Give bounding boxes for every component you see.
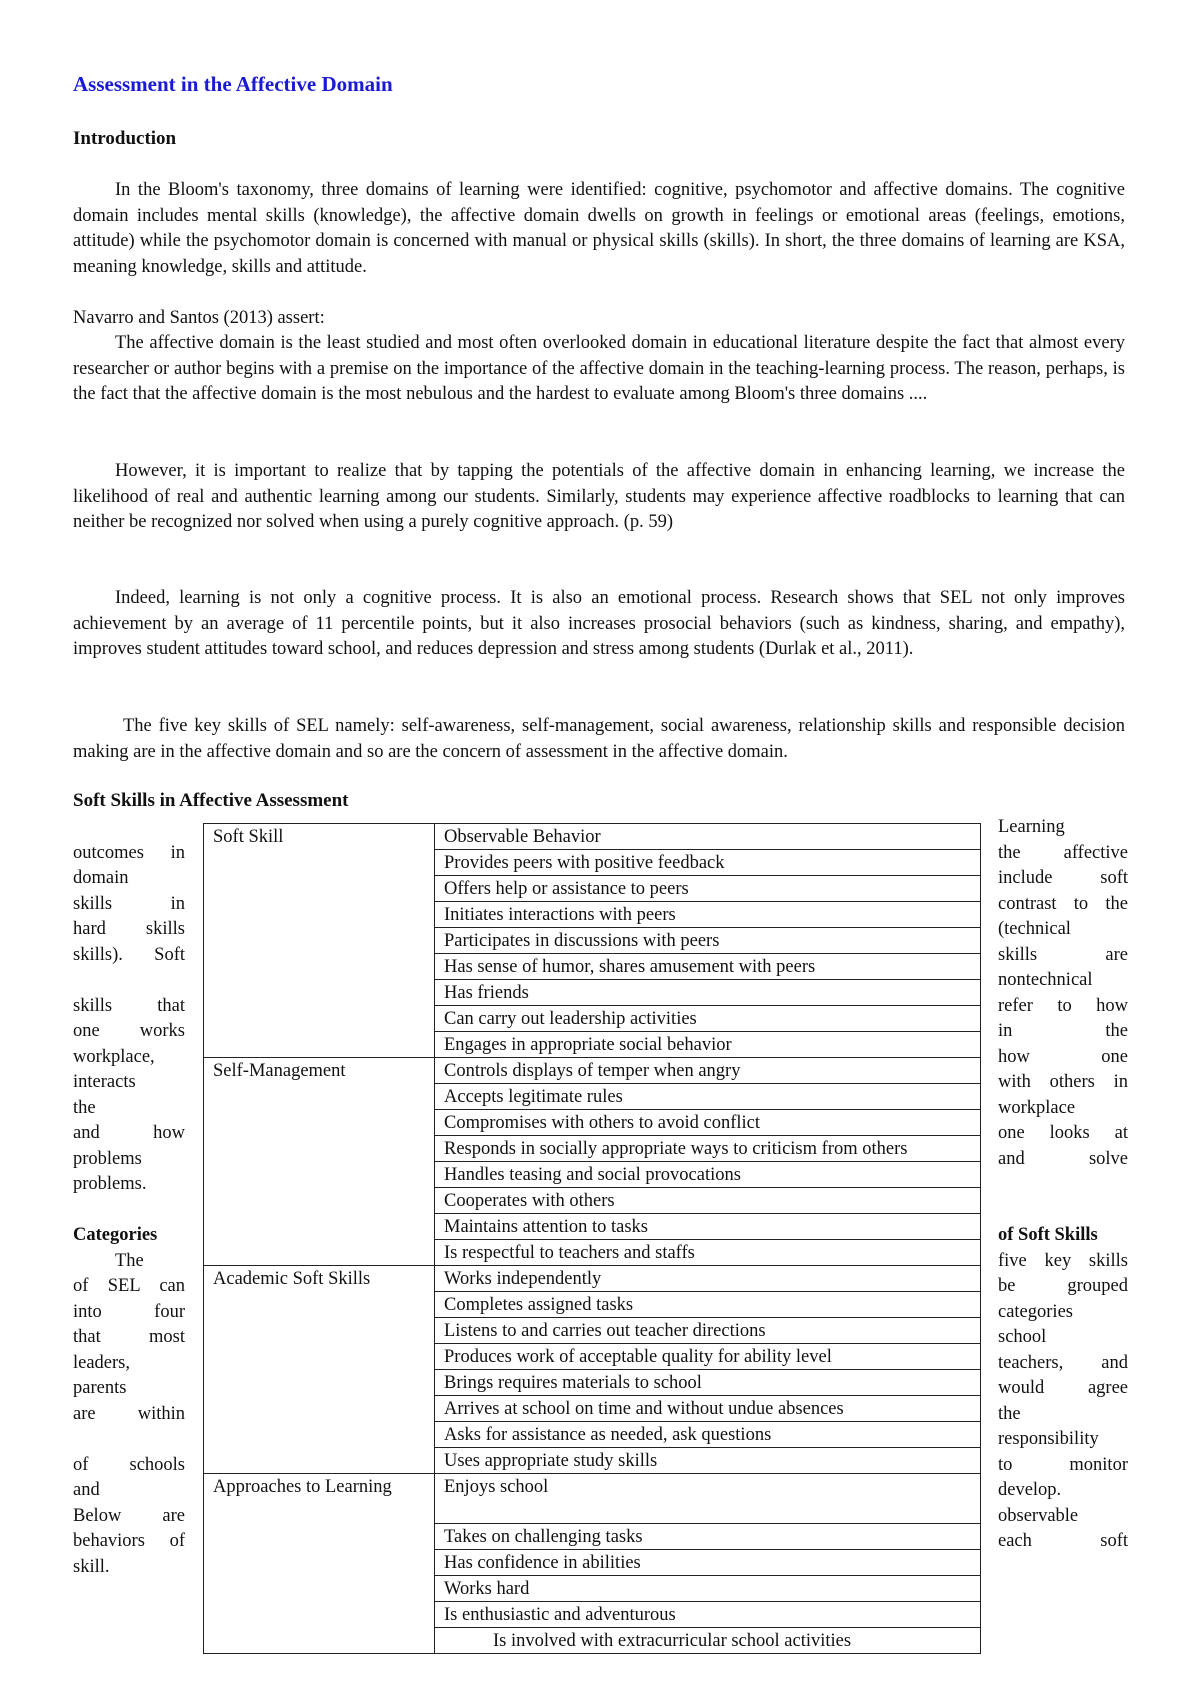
behavior-cell: Is involved with extracurricular school activities: [435, 1628, 981, 1654]
paragraph-sel-research: Indeed, learning is not only a cognitive process. It is also an emotional process. Research shows that SEL not only improves achievement by an average of 11 percentile points, but it also increases prosocial behaviors (such as kindness, sharing, and empathy), improves student attitudes toward school, and reduces depression and stress among students (Durlak et al., 2011).: [73, 588, 1125, 659]
left-column-line: and how: [73, 1123, 185, 1143]
left-column-line: [73, 815, 185, 841]
right-column-line: teachers, and: [998, 1352, 1128, 1373]
right-column-line: and solve: [998, 1148, 1128, 1169]
right-column-line: contrast to the: [998, 893, 1128, 914]
introduction-heading: Introduction: [73, 128, 177, 149]
left-column-line: of SEL can: [73, 1276, 185, 1296]
right-column-line: to monitor: [998, 1454, 1128, 1475]
left-column-line: into four: [73, 1301, 185, 1322]
behavior-cell: Works hard: [435, 1576, 981, 1602]
right-column-line: of Soft Skills: [998, 1225, 1098, 1245]
right-column-line: develop.: [998, 1480, 1062, 1500]
left-column-line: of schools: [73, 1454, 185, 1475]
right-text-column: [998, 815, 1128, 1555]
behavior-cell: Uses appropriate study skills: [435, 1448, 981, 1474]
right-column-line: workplace: [998, 1097, 1076, 1118]
left-column-line: are within: [73, 1403, 185, 1424]
behavior-cell: Initiates interactions with peers: [435, 902, 981, 928]
right-column-line: Learning: [998, 817, 1065, 837]
left-column-line: problems.: [73, 1174, 147, 1194]
citation-lead: Navarro and Santos (2013) assert:: [73, 308, 325, 328]
left-column-line: problems: [73, 1148, 142, 1169]
behavior-cell: Controls displays of temper when angry: [435, 1058, 981, 1084]
left-column-line: skills). Soft: [73, 944, 185, 965]
left-column-line: interacts: [73, 1072, 136, 1092]
right-column-line: with others in: [998, 1072, 1128, 1092]
left-column-line: outcomes in: [73, 842, 185, 863]
left-column-line: and: [73, 1480, 100, 1500]
behavior-cell: Participates in discussions with peers: [435, 928, 981, 954]
quote-paragraph-2: However, it is important to realize that by tapping the potentials of the affective domain in enhancing learning, we increase the likelihood of real and authentic learning among our students. Similarly, students may experience affective roadblocks to learning that can neither be recognized nor solved when using a purely cognitive approach. (p. 59): [73, 461, 1125, 532]
left-column-line: leaders,: [73, 1352, 131, 1373]
quote-paragraph-1: The affective domain is the least studied and most often overlooked domain in educational literature despite the fact that almost every researcher or author begins with a premise on the importance of the affective domain in the teaching-learning process. The reason, perhaps, is the fact that the affective domain is the most nebulous and the hardest to evaluate among Bloom's three domains ....: [73, 333, 1125, 404]
right-column-line: [998, 1172, 1128, 1198]
right-column-line: five key skills: [998, 1250, 1128, 1271]
behavior-cell: Asks for assistance as needed, ask questions: [435, 1422, 981, 1448]
right-column-line: observable: [998, 1505, 1079, 1526]
document-title: Assessment in the Affective Domain: [73, 72, 393, 96]
right-column-line: one looks at: [998, 1123, 1128, 1143]
left-column-line: Categories: [73, 1225, 158, 1245]
skill-category-cell: Approaches to Learning: [204, 1474, 435, 1654]
behavior-cell: Is respectful to teachers and staffs: [435, 1240, 981, 1266]
left-column-line: the: [73, 1097, 96, 1118]
left-text-column: [73, 815, 185, 1580]
behavior-cell: Completes assigned tasks: [435, 1292, 981, 1318]
right-column-line: in the: [998, 1021, 1128, 1041]
table-row: [204, 1266, 981, 1292]
left-column-line: that most: [73, 1327, 185, 1347]
right-column-line: be grouped: [998, 1276, 1128, 1296]
left-column-line: [73, 1427, 185, 1453]
left-column-line: [73, 968, 185, 994]
right-column-line: the: [998, 1403, 1021, 1424]
behavior-cell: Is enthusiastic and adventurous: [435, 1602, 981, 1628]
soft-skills-heading: Soft Skills in Affective Assessment: [73, 790, 349, 811]
behavior-cell: Has friends: [435, 980, 981, 1006]
left-column-line: domain: [73, 868, 129, 888]
left-column-line: skills that: [73, 995, 185, 1016]
behavior-cell: Maintains attention to tasks: [435, 1214, 981, 1240]
header-observable-behavior: Observable Behavior: [435, 824, 981, 850]
behavior-cell: Engages in appropriate social behavior: [435, 1032, 981, 1058]
right-column-line: [998, 1198, 1128, 1224]
left-column-line: skill.: [73, 1556, 110, 1577]
behavior-cell: Offers help or assistance to peers: [435, 876, 981, 902]
table-row: [204, 824, 981, 850]
right-column-line: include soft: [998, 868, 1128, 888]
behavior-cell: Compromises with others to avoid conflict: [435, 1110, 981, 1136]
behavior-cell: Produces work of acceptable quality for ability level: [435, 1344, 981, 1370]
behavior-cell: Provides peers with positive feedback: [435, 850, 981, 876]
right-column-line: the affective: [998, 842, 1128, 863]
behavior-cell: Has sense of humor, shares amusement with peers: [435, 954, 981, 980]
left-column-line: [73, 1198, 185, 1224]
right-column-line: skills are: [998, 944, 1128, 965]
left-column-line: skills in: [73, 893, 185, 914]
behavior-cell: Has confidence in abilities: [435, 1550, 981, 1576]
left-column-line: Below are: [73, 1505, 185, 1526]
left-column-line: one works: [73, 1021, 185, 1041]
behavior-cell: Listens to and carries out teacher directions: [435, 1318, 981, 1344]
skill-category-cell: Self-Management: [204, 1058, 435, 1266]
right-column-line: responsibility: [998, 1429, 1099, 1449]
left-column-line: workplace,: [73, 1046, 155, 1067]
skill-category-cell: Academic Soft Skills: [204, 1266, 435, 1474]
behavior-cell: Arrives at school on time and without undue absences: [435, 1396, 981, 1422]
left-column-line: hard skills: [73, 919, 185, 939]
behavior-cell: Can carry out leadership activities: [435, 1006, 981, 1032]
behavior-cell: Brings requires materials to school: [435, 1370, 981, 1396]
behavior-cell: Enjoys school: [435, 1474, 981, 1524]
right-column-line: refer to how: [998, 995, 1128, 1016]
table-row: [204, 1058, 981, 1084]
behavior-cell: Takes on challenging tasks: [435, 1524, 981, 1550]
left-column-line: behaviors of: [73, 1531, 185, 1551]
right-column-line: would agree: [998, 1378, 1128, 1398]
left-column-line: The: [115, 1250, 144, 1271]
behavior-cell: Responds in socially appropriate ways to criticism from others: [435, 1136, 981, 1162]
behavior-cell: Accepts legitimate rules: [435, 1084, 981, 1110]
paragraph-blooms-taxonomy: In the Bloom's taxonomy, three domains of learning were identified: cognitive, psychomotor and affective domains. The cognitive domain includes mental skills (knowledge), the affective domain dwells on growth in feelings or emotional areas (feelings, emotions, attitude) while the psychomotor domain is concerned with manual or physical skills (skills). In short, the three domains of learning are KSA, meaning knowledge, skills and attitude.: [73, 180, 1125, 277]
right-column-line: each soft: [998, 1531, 1128, 1551]
right-column-line: nontechnical: [998, 970, 1093, 990]
right-column-line: school: [998, 1327, 1047, 1347]
soft-skills-table: [203, 823, 981, 1654]
header-soft-skill: Soft Skill: [204, 824, 435, 1058]
behavior-cell: Cooperates with others: [435, 1188, 981, 1214]
behavior-cell: Works independently: [435, 1266, 981, 1292]
paragraph-five-skills: The five key skills of SEL namely: self-awareness, self-management, social awareness, relationship skills and responsible decision making are in the affective domain and so are the concern of assessment in the affective domain.: [73, 716, 1125, 762]
behavior-cell: Handles teasing and social provocations: [435, 1162, 981, 1188]
right-column-line: categories: [998, 1301, 1073, 1322]
table-row: [204, 1474, 981, 1524]
left-column-line: parents: [73, 1378, 127, 1398]
right-column-line: (technical: [998, 919, 1071, 939]
right-column-line: how one: [998, 1046, 1128, 1067]
